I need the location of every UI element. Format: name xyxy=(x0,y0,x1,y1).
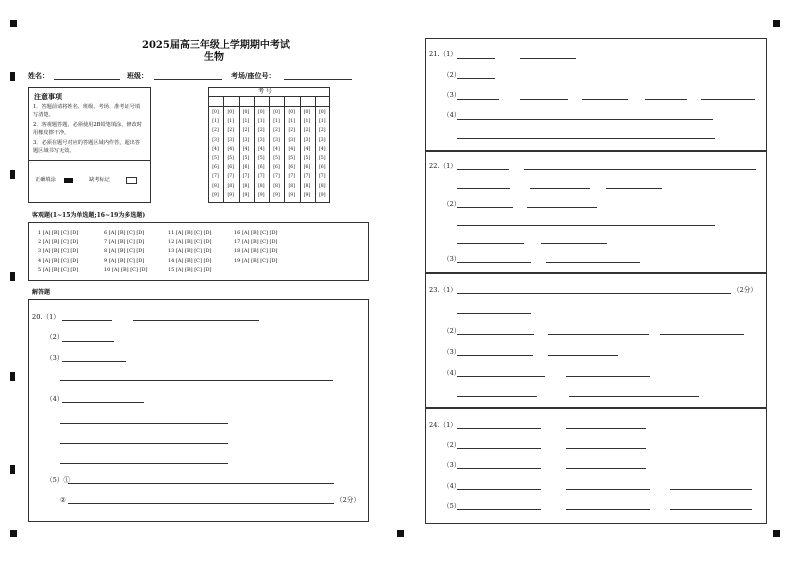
timing-mark xyxy=(773,20,780,27)
answer-line[interactable] xyxy=(645,99,687,100)
exam-digit-bubble[interactable]: [3] xyxy=(318,137,326,143)
exam-digit-bubble[interactable]: [6] xyxy=(288,165,295,171)
answer-line[interactable] xyxy=(457,243,524,244)
notice-line: 1．答题前请将姓名、班级、考场、准考证号填写清楚。 xyxy=(33,104,141,119)
exam-digit-bubble[interactable]: [6] xyxy=(303,165,311,171)
timing-mark xyxy=(10,465,15,474)
answer-line[interactable] xyxy=(457,509,541,510)
class-label: 班级： xyxy=(127,71,148,80)
exam-digit-bubble[interactable]: [0] xyxy=(242,110,250,115)
exam-digit-bubble[interactable]: [2] xyxy=(257,128,265,134)
exam-digit-bubble[interactable]: [3] xyxy=(288,137,295,143)
exam-digit-bubble[interactable]: [7] xyxy=(257,174,265,180)
answer-line[interactable] xyxy=(566,448,646,449)
answer-line[interactable] xyxy=(457,207,513,208)
answer-line[interactable] xyxy=(457,99,499,100)
choice-row[interactable]: 8 [A] [B] [C] [D] xyxy=(104,248,145,255)
q20-box xyxy=(28,299,369,522)
timing-mark xyxy=(10,20,17,27)
answer-line[interactable] xyxy=(457,58,495,59)
exam-digit-bubble[interactable]: [8] xyxy=(257,183,265,189)
choice-row[interactable]: 2 [A] [B] [C] [D] xyxy=(38,239,79,246)
choice-row[interactable]: 3 [A] [B] [C] [D] xyxy=(38,248,79,255)
answer-line[interactable] xyxy=(541,243,607,244)
exam-digit-bubble[interactable]: [5] xyxy=(242,156,250,161)
choice-row[interactable]: 19 [A] [B] [C] [D] xyxy=(234,257,278,264)
answer-line[interactable] xyxy=(133,320,259,321)
exam-digit-bubble[interactable]: [4] xyxy=(227,146,234,152)
exam-digit-bubble[interactable]: [3] xyxy=(212,137,219,143)
answer-line[interactable] xyxy=(457,489,541,490)
choice-row[interactable]: 7 [A] [B] [C] [D] xyxy=(104,239,145,246)
choice-row[interactable]: 11 [A] [B] [C] [D] xyxy=(168,230,212,236)
answer-line[interactable] xyxy=(566,468,646,469)
notice-title: 注意事项 xyxy=(34,92,62,101)
choice-row[interactable]: 4 [A] [B] [C] [D] xyxy=(38,257,79,264)
q22-label: 22.（1） xyxy=(429,162,457,170)
answer-line[interactable] xyxy=(457,355,533,356)
answer-line[interactable] xyxy=(670,509,752,510)
answer-line[interactable] xyxy=(457,138,715,139)
timing-mark xyxy=(10,72,15,81)
exam-digit-bubble[interactable]: [0] xyxy=(288,110,295,115)
q20-part4: （4） xyxy=(46,395,64,403)
exam-digit-bubble[interactable]: [4] xyxy=(257,146,265,152)
q24-part3: （3） xyxy=(443,461,461,469)
exam-digit-bubble[interactable]: [5] xyxy=(288,156,295,161)
q23-part4: （4） xyxy=(443,369,461,377)
timing-mark xyxy=(773,530,780,537)
answer-line[interactable] xyxy=(457,448,541,449)
q20-points: （2分） xyxy=(336,496,360,504)
exam-digit-bubble[interactable]: [0] xyxy=(212,110,219,115)
q24-part4: （4） xyxy=(443,482,461,490)
choice-row[interactable]: 17 [A] [B] [C] [D] xyxy=(234,239,278,246)
answer-line[interactable] xyxy=(660,334,744,335)
answer-line[interactable] xyxy=(62,402,144,403)
answer-line[interactable] xyxy=(566,509,650,510)
answer-line[interactable] xyxy=(457,376,545,377)
notice-line: 3．必须在题号对应的答题区域内作答，超出答题区域书写无效。 xyxy=(33,140,141,155)
q21-box xyxy=(425,38,767,151)
answer-line[interactable] xyxy=(457,468,541,469)
choice-row[interactable]: 18 [A] [B] [C] [D] xyxy=(234,248,278,255)
exam-title: 2025届高三年级上学期期中考试 xyxy=(142,40,290,51)
exam-digit-bubble[interactable]: [1] xyxy=(273,119,280,125)
answer-line[interactable] xyxy=(62,320,112,321)
name-label: 姓名： xyxy=(28,71,49,80)
exam-digit-bubble[interactable]: [5] xyxy=(318,156,326,161)
exam-digit-bubble[interactable]: [8] xyxy=(288,183,295,189)
choice-row[interactable]: 16 [A] [B] [C] [D] xyxy=(234,230,278,236)
exam-digit-bubble[interactable]: [1] xyxy=(318,119,326,125)
exam-digit-bubble[interactable]: [9] xyxy=(257,192,265,198)
exam-digit-bubble[interactable]: [1] xyxy=(242,119,250,125)
exam-digit-bubble[interactable]: [2] xyxy=(212,128,219,134)
answer-line[interactable] xyxy=(68,503,334,504)
exam-digit-bubble[interactable]: [2] xyxy=(273,128,280,134)
exam-digit-bubble[interactable]: [3] xyxy=(242,137,250,143)
exam-digit-bubble[interactable]: [6] xyxy=(318,165,326,171)
q20-label: 20.（1） xyxy=(32,313,60,321)
exam-digit-bubble[interactable]: [7] xyxy=(273,174,280,180)
q22-part3: （3） xyxy=(443,255,461,263)
answer-line[interactable] xyxy=(606,188,662,189)
answer-line[interactable] xyxy=(670,489,752,490)
exam-digit-bubble[interactable]: [9] xyxy=(227,192,234,198)
answer-line[interactable] xyxy=(457,334,534,335)
exam-digit-bubble[interactable]: [0] xyxy=(303,110,311,115)
answer-line[interactable] xyxy=(548,334,649,335)
exam-digit-bubble[interactable]: [8] xyxy=(318,183,326,189)
answer-line[interactable] xyxy=(457,262,531,263)
answer-line[interactable] xyxy=(457,169,509,170)
exam-digit-bubble[interactable]: [1] xyxy=(257,119,265,125)
exam-digit-bubble[interactable]: [7] xyxy=(288,174,295,180)
exam-digit-bubble[interactable]: [7] xyxy=(318,174,326,180)
answer-section-title: 解答题 xyxy=(32,289,51,296)
exam-digit-bubble[interactable]: [8] xyxy=(212,183,219,189)
choice-row[interactable]: 14 [A] [B] [C] [D] xyxy=(168,257,212,264)
answer-line[interactable] xyxy=(569,396,699,397)
exam-digit-bubble[interactable]: [0] xyxy=(318,110,326,115)
answer-line[interactable] xyxy=(457,428,541,429)
answer-line[interactable] xyxy=(527,207,597,208)
exam-digit-bubble[interactable]: [2] xyxy=(242,128,250,134)
exam-digit-bubble[interactable]: [8] xyxy=(227,183,234,189)
exam-digit-bubble[interactable]: [7] xyxy=(212,174,219,180)
notice-divider xyxy=(28,160,151,161)
q24-part2: （2） xyxy=(443,441,461,449)
exam-digit-bubble[interactable]: [3] xyxy=(273,137,280,143)
choice-row[interactable]: 15 [A] [B] [C] [D] xyxy=(168,266,212,273)
q21-part2: （2） xyxy=(443,71,461,79)
timing-mark xyxy=(10,530,17,537)
answer-line[interactable] xyxy=(60,380,333,381)
q24-box xyxy=(425,408,767,524)
timing-mark xyxy=(10,272,15,281)
exam-digit-bubble[interactable]: [1] xyxy=(227,119,234,125)
q20-part3: （3） xyxy=(46,354,64,362)
exam-digit-bubble[interactable]: [4] xyxy=(288,146,295,152)
exam-digit-bubble[interactable]: [4] xyxy=(242,146,250,152)
q23-part3: （3） xyxy=(443,348,461,356)
absent-mark-label: 缺考标记 xyxy=(89,177,110,183)
answer-line[interactable] xyxy=(62,341,114,342)
q20-part5b: ② xyxy=(60,496,66,504)
exam-digit-bubble[interactable]: [4] xyxy=(318,146,326,152)
choice-row[interactable]: 13 [A] [B] [C] [D] xyxy=(168,248,212,255)
correct-fill-label: 正确填涂 xyxy=(35,177,56,183)
answer-line[interactable] xyxy=(520,58,576,59)
q24-label: 24.（1） xyxy=(429,421,457,429)
answer-line[interactable] xyxy=(68,483,334,484)
answer-line[interactable] xyxy=(582,99,628,100)
timing-mark xyxy=(10,372,15,381)
choice-row[interactable]: 10 [A] [B] [C] [D] xyxy=(104,266,148,273)
choice-row[interactable]: 9 [A] [B] [C] [D] xyxy=(104,257,145,264)
absent-mark-box[interactable] xyxy=(126,177,137,184)
room-field[interactable] xyxy=(284,79,352,80)
exam-digit-bubble[interactable]: [6] xyxy=(257,165,265,171)
exam-digit-bubble[interactable]: [2] xyxy=(227,128,234,134)
exam-digit-bubble[interactable]: [9] xyxy=(242,192,250,198)
exam-digit-bubble[interactable]: [0] xyxy=(273,110,280,115)
choice-row[interactable]: 5 [A] [B] [C] [D] xyxy=(38,266,79,273)
answer-line[interactable] xyxy=(457,396,537,397)
q21-part3: （3） xyxy=(443,91,461,99)
answer-line[interactable] xyxy=(701,99,755,100)
exam-digit-bubble[interactable]: [6] xyxy=(242,165,250,171)
q22-part2: （2） xyxy=(443,200,461,208)
answer-line[interactable] xyxy=(548,355,618,356)
answer-line[interactable] xyxy=(566,376,650,377)
answer-line[interactable] xyxy=(60,463,228,464)
exam-number-title: 考 号 xyxy=(258,88,272,95)
choice-row[interactable]: 6 [A] [B] [C] [D] xyxy=(104,230,145,236)
exam-digit-bubble[interactable]: [1] xyxy=(288,119,295,125)
answer-line[interactable] xyxy=(566,428,646,429)
class-field[interactable] xyxy=(154,79,222,80)
objective-title: 客观题(1~15为单选题;16~19为多选题) xyxy=(32,212,146,219)
exam-digit-bubble[interactable]: [1] xyxy=(212,119,219,125)
q23-part2: （2） xyxy=(443,327,461,335)
exam-digit-bubble[interactable]: [7] xyxy=(242,174,250,180)
answer-line[interactable] xyxy=(457,119,713,120)
answer-line[interactable] xyxy=(566,489,650,490)
exam-digit-bubble[interactable]: [9] xyxy=(273,192,280,198)
exam-digit-bubble[interactable]: [5] xyxy=(273,156,280,161)
answer-line[interactable] xyxy=(457,188,510,189)
answer-line[interactable] xyxy=(524,169,756,170)
exam-digit-bubble[interactable]: [2] xyxy=(288,128,295,134)
exam-digit-bubble[interactable]: [7] xyxy=(227,174,234,180)
answer-line[interactable] xyxy=(60,423,228,424)
q20-part5: （5）① xyxy=(46,476,70,484)
answer-line[interactable] xyxy=(457,78,495,79)
timing-mark xyxy=(397,530,404,537)
answer-line[interactable] xyxy=(546,262,640,263)
q23-label: 23.（1） xyxy=(429,286,457,294)
exam-digit-bubble[interactable]: [8] xyxy=(242,183,250,189)
notice-line: 2．客观题答题，必须使用2B铅笔填涂，修改时用橡皮擦干净。 xyxy=(33,122,142,137)
answer-line[interactable] xyxy=(530,188,590,189)
exam-digit-bubble[interactable]: [8] xyxy=(303,183,311,189)
answer-line[interactable] xyxy=(457,293,731,294)
subject-title: 生物 xyxy=(204,52,224,63)
exam-digit-bubble[interactable]: [6] xyxy=(212,165,219,171)
q20-part2: （2） xyxy=(46,333,64,341)
exam-digit-bubble[interactable]: [1] xyxy=(303,119,311,125)
exam-digit-bubble[interactable]: [5] xyxy=(257,156,265,161)
answer-line[interactable] xyxy=(520,99,568,100)
exam-digit-bubble[interactable]: [0] xyxy=(227,110,234,115)
answer-line[interactable] xyxy=(457,313,531,314)
exam-digit-bubble[interactable]: [0] xyxy=(257,110,265,115)
exam-digit-bubble[interactable]: [4] xyxy=(273,146,280,152)
room-label: 考场/座位号： xyxy=(231,71,276,80)
exam-digit-bubble[interactable]: [9] xyxy=(212,192,219,198)
exam-digit-bubble[interactable]: [5] xyxy=(303,156,311,161)
exam-digit-bubble[interactable]: [3] xyxy=(257,137,265,143)
q21-part4: （4） xyxy=(443,111,461,119)
exam-digit-bubble[interactable]: [2] xyxy=(318,128,326,134)
exam-digit-bubble[interactable]: [5] xyxy=(227,156,234,161)
exam-digit-bubble[interactable]: [3] xyxy=(303,137,311,143)
exam-digit-bubble[interactable]: [4] xyxy=(303,146,311,152)
correct-fill-sample xyxy=(64,178,73,183)
answer-line[interactable] xyxy=(62,361,126,362)
exam-digit-bubble[interactable]: [6] xyxy=(227,165,234,171)
exam-digit-bubble[interactable]: [8] xyxy=(273,183,280,189)
choice-row[interactable]: 1 [A] [B] [C] [D] xyxy=(38,230,79,236)
q21-label: 21.（1） xyxy=(429,50,457,58)
exam-digit-bubble[interactable]: [4] xyxy=(212,146,219,152)
exam-digit-bubble[interactable]: [9] xyxy=(318,192,326,198)
exam-digit-bubble[interactable]: [3] xyxy=(227,137,234,143)
timing-mark xyxy=(10,170,15,179)
q23-points: （2分） xyxy=(733,286,757,294)
answer-line[interactable] xyxy=(457,225,715,226)
exam-digit-bubble[interactable]: [2] xyxy=(303,128,311,134)
exam-digit-bubble[interactable]: [9] xyxy=(288,192,295,198)
choice-row[interactable]: 12 [A] [B] [C] [D] xyxy=(168,239,212,246)
exam-digit-bubble[interactable]: [7] xyxy=(303,174,311,180)
answer-line[interactable] xyxy=(60,443,228,444)
exam-digit-bubble[interactable]: [6] xyxy=(273,165,280,171)
exam-digit-bubble[interactable]: [9] xyxy=(303,192,311,198)
name-field[interactable] xyxy=(54,79,120,80)
exam-digit-bubble[interactable]: [5] xyxy=(212,156,219,161)
q24-part5: （5） xyxy=(443,502,461,510)
